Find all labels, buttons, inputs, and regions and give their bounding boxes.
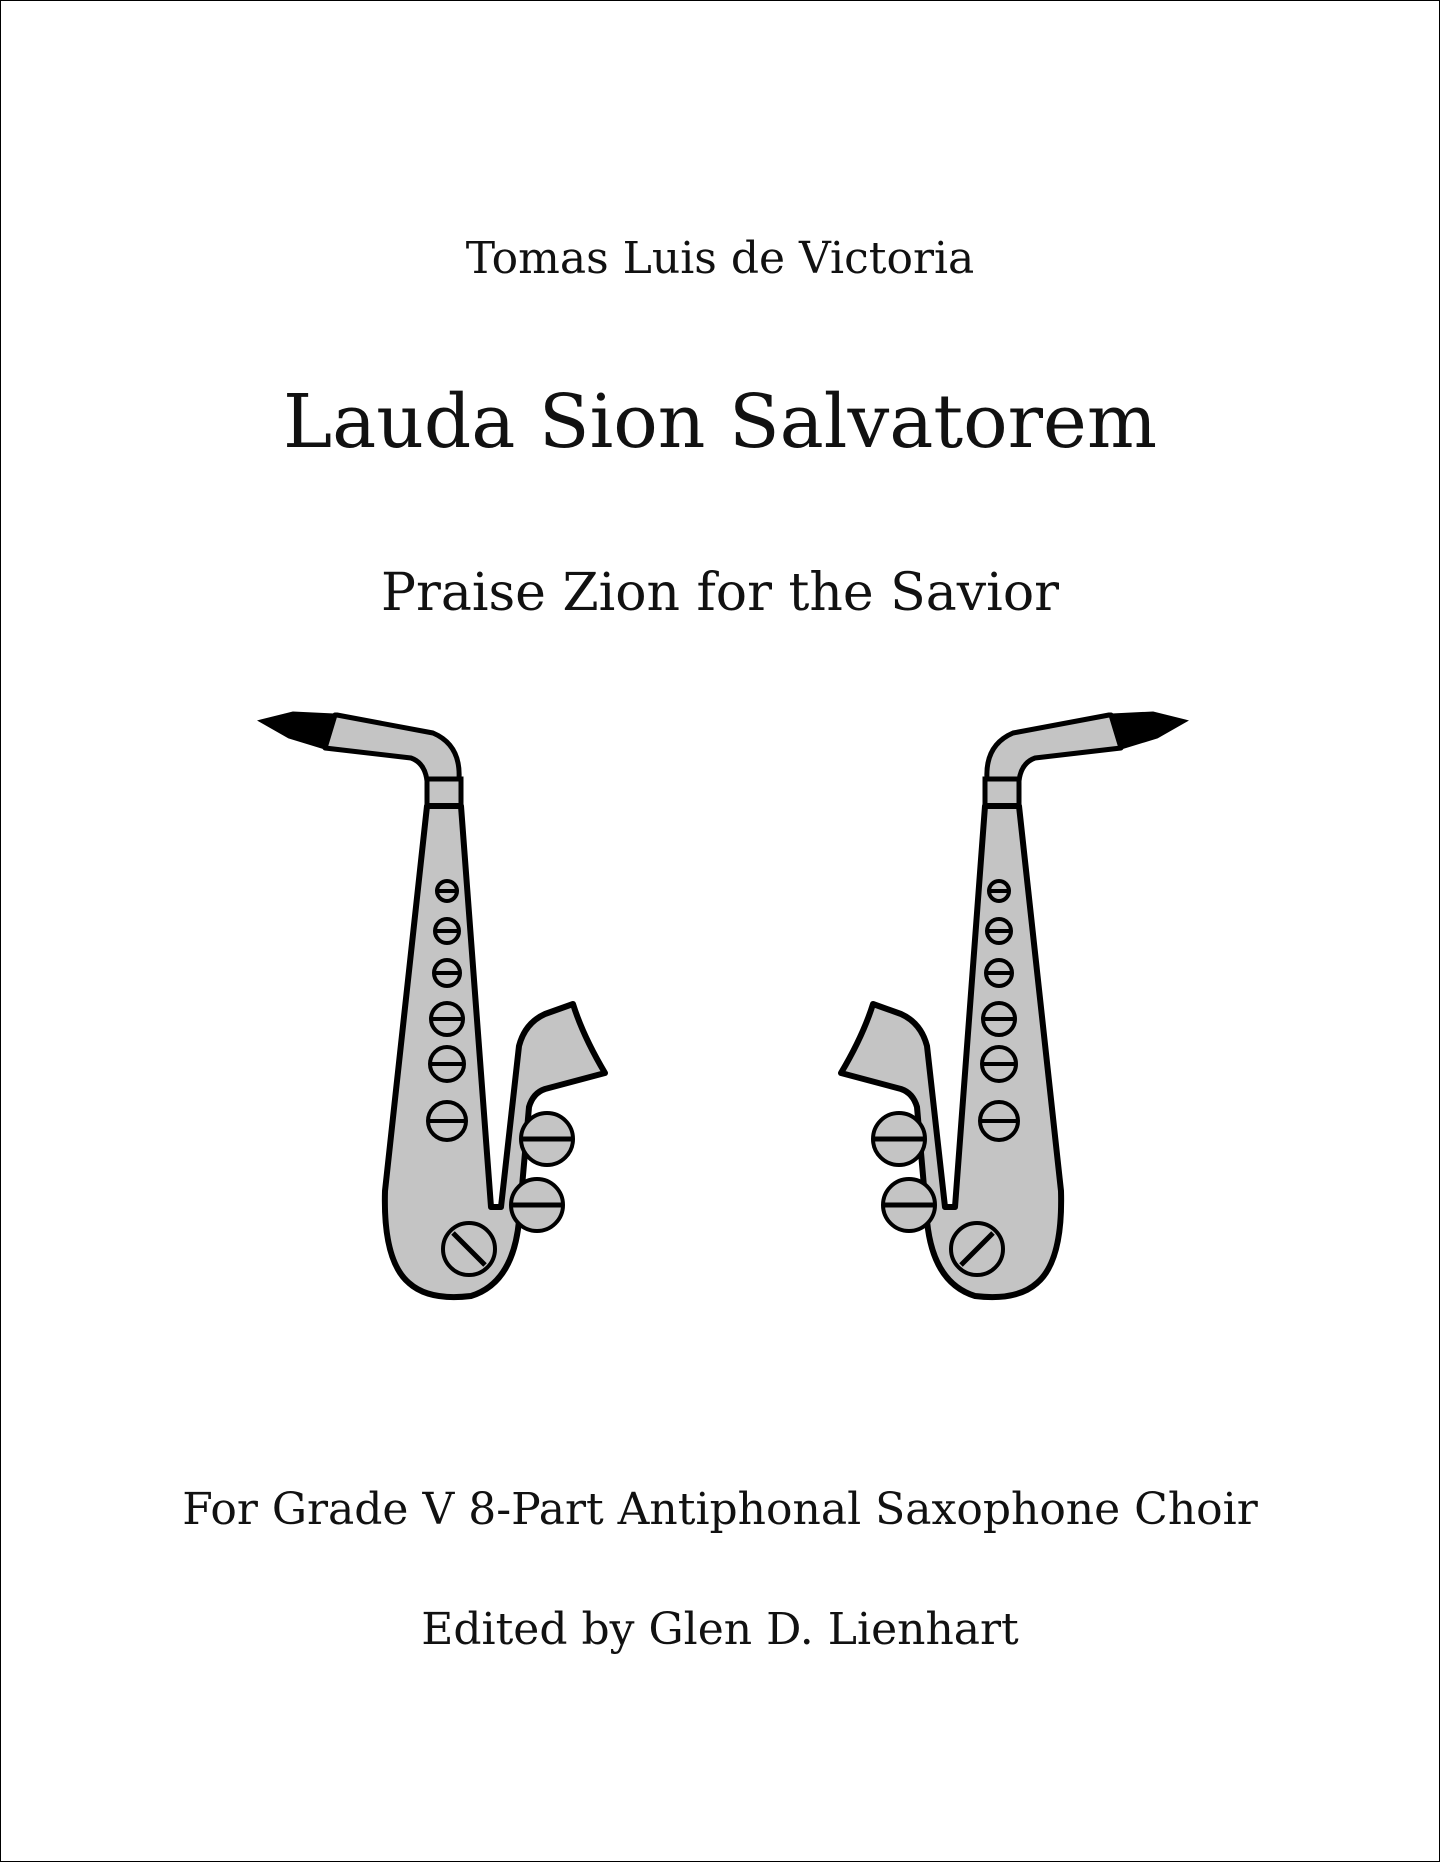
editor-credit: Edited by Glen D. Lienhart bbox=[421, 1604, 1019, 1655]
saxophone-icon-mirrored bbox=[743, 701, 1213, 1421]
piece-title: Lauda Sion Salvatorem bbox=[282, 379, 1158, 465]
composer-name: Tomas Luis de Victoria bbox=[465, 233, 975, 284]
instrumentation-line: For Grade V 8-Part Antiphonal Saxophone Choir bbox=[182, 1484, 1258, 1535]
saxophone-icon bbox=[233, 701, 703, 1421]
piece-subtitle: Praise Zion for the Savior bbox=[381, 563, 1059, 623]
